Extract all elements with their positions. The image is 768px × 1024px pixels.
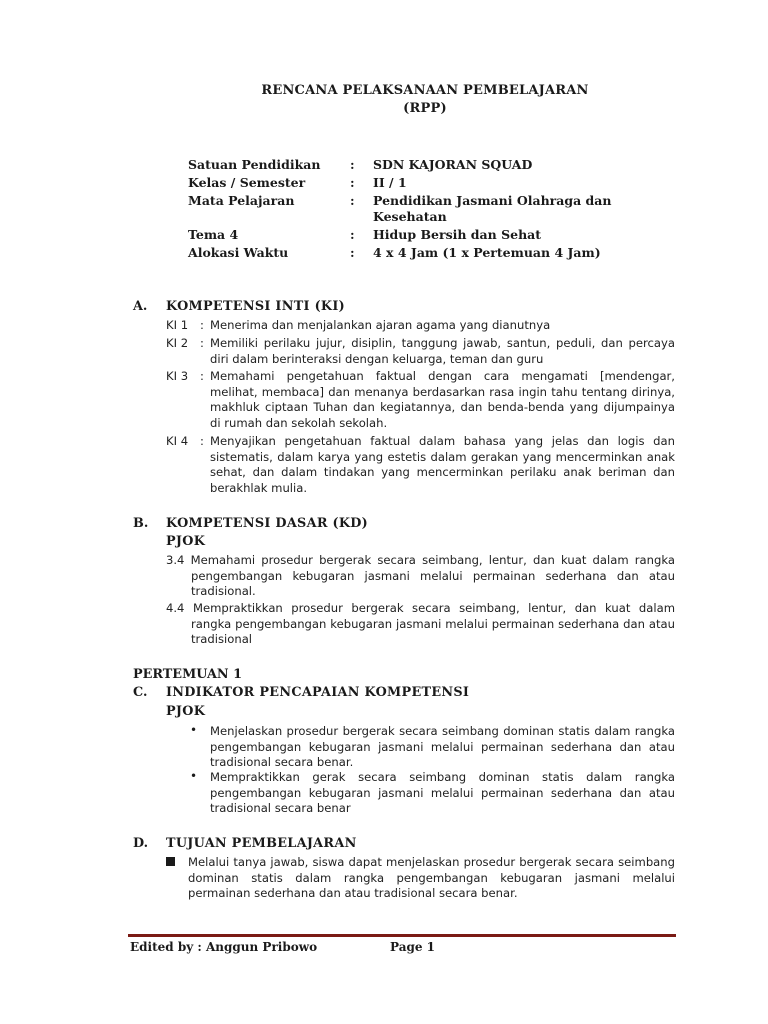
ki-label: KI 4 <box>166 434 189 448</box>
ki-label: KI 1 <box>166 318 189 332</box>
square-bullet-icon <box>166 857 175 866</box>
footer-rule <box>128 934 676 937</box>
kd-item: 3.4 Memahami prosedur bergerak secara seimbang, lentur, dan kuat dalam rangka pengembangan kebugaran jasmani melalui permainan sederhana dan atau tradisional. <box>166 553 675 599</box>
ki-text: Memiliki perilaku jujur, disiplin, tanggung jawab, santun, peduli, dan percaya diri dalam berinteraksi dengan keluarga, teman dan guru <box>210 336 675 366</box>
ki-colon: : <box>200 318 204 332</box>
info-value: SDN KAJORAN SQUAD <box>373 157 533 172</box>
bullet-icon: • <box>190 723 198 737</box>
info-label: Satuan Pendidikan <box>188 157 321 172</box>
footer-page-number: Page 1 <box>390 940 436 954</box>
ki-colon: : <box>200 336 204 350</box>
section-a-title: KOMPETENSI INTI (KI) <box>166 299 345 314</box>
ki-colon: : <box>200 369 204 383</box>
info-colon: : <box>350 175 355 190</box>
bullet-icon: • <box>190 769 198 783</box>
indicator-item: Menjelaskan prosedur bergerak secara seimbang dominan statis dalam rangka pengembangan kebugaran jasmani melalui permainan sederhana dan atau tradisional secara benar. <box>210 724 675 770</box>
ki-text: Menerima dan menjalankan ajaran agama yang dianutnya <box>210 318 551 332</box>
info-label: Tema 4 <box>188 227 239 242</box>
document-title: RENCANA PELAKSANAAN PEMBELAJARAN <box>261 83 589 98</box>
document-subtitle: (RPP) <box>403 101 447 116</box>
ki-text: Menyajikan pengetahuan faktual dalam bahasa yang jelas dan logis dan sistematis, dalam karya yang estetis dalam gerakan yang mencerminkan anak sehat, dan dalam tindakan yang mencerminkan perilaku anak beriman dan berakhlak mulia. <box>210 434 675 495</box>
section-d-letter: D. <box>133 836 149 851</box>
info-value: Pendidikan Jasmani Olahraga dan Kesehatan <box>373 193 612 224</box>
ki-label: KI 2 <box>166 336 189 350</box>
section-c-letter: C. <box>133 685 148 700</box>
ki-text: Memahami pengetahuan faktual dengan cara mengamati [mendengar, melihat, membaca] dan menanya berdasarkan rasa ingin tahu tentang dirinya, makhluk ciptaan Tuhan dan kegiatannya, dan benda-benda yang dijumpainya di rumah dan sekolah sekolah. <box>210 369 675 430</box>
info-label: Kelas / Semester <box>188 175 306 190</box>
info-colon: : <box>350 227 355 242</box>
footer-editor: Edited by : Anggun Pribowo <box>130 940 318 954</box>
section-b-subhead: PJOK <box>166 534 206 549</box>
ki-colon: : <box>200 434 204 448</box>
section-c-subhead: PJOK <box>166 704 206 719</box>
kd-item: 4.4 Mempraktikkan prosedur bergerak secara seimbang, lentur, dan kuat dalam rangka pengembangan kebugaran jasmani melalui permainan sederhana dan atau tradisional <box>166 601 675 647</box>
info-label: Alokasi Waktu <box>188 245 289 260</box>
info-colon: : <box>350 193 355 208</box>
objective-item: Melalui tanya jawab, siswa dapat menjelaskan prosedur bergerak secara seimbang dominan statis dalam rangka pengembangan kebugaran jasmani melalui permainan sederhana dan atau tradisional secara benar. <box>188 855 675 901</box>
info-value: II / 1 <box>373 175 407 190</box>
section-c-title: INDIKATOR PENCAPAIAN KOMPETENSI <box>166 685 470 700</box>
info-colon: : <box>350 157 355 172</box>
section-b-title: KOMPETENSI DASAR (KD) <box>166 516 369 531</box>
section-d-title: TUJUAN PEMBELAJARAN <box>166 836 357 851</box>
indicator-item: Mempraktikkan gerak secara seimbang dominan statis dalam rangka pengembangan kebugaran jasmani melalui permainan sederhana dan atau tradisional secara benar <box>210 770 675 816</box>
info-label: Mata Pelajaran <box>188 193 295 208</box>
info-colon: : <box>350 245 355 260</box>
meeting-heading: PERTEMUAN 1 <box>133 667 242 682</box>
info-value: 4 x 4 Jam (1 x Pertemuan 4 Jam) <box>373 245 601 260</box>
section-b-letter: B. <box>133 516 149 531</box>
section-a-letter: A. <box>133 299 148 314</box>
info-value: Hidup Bersih dan Sehat <box>373 227 542 242</box>
ki-label: KI 3 <box>166 369 189 383</box>
